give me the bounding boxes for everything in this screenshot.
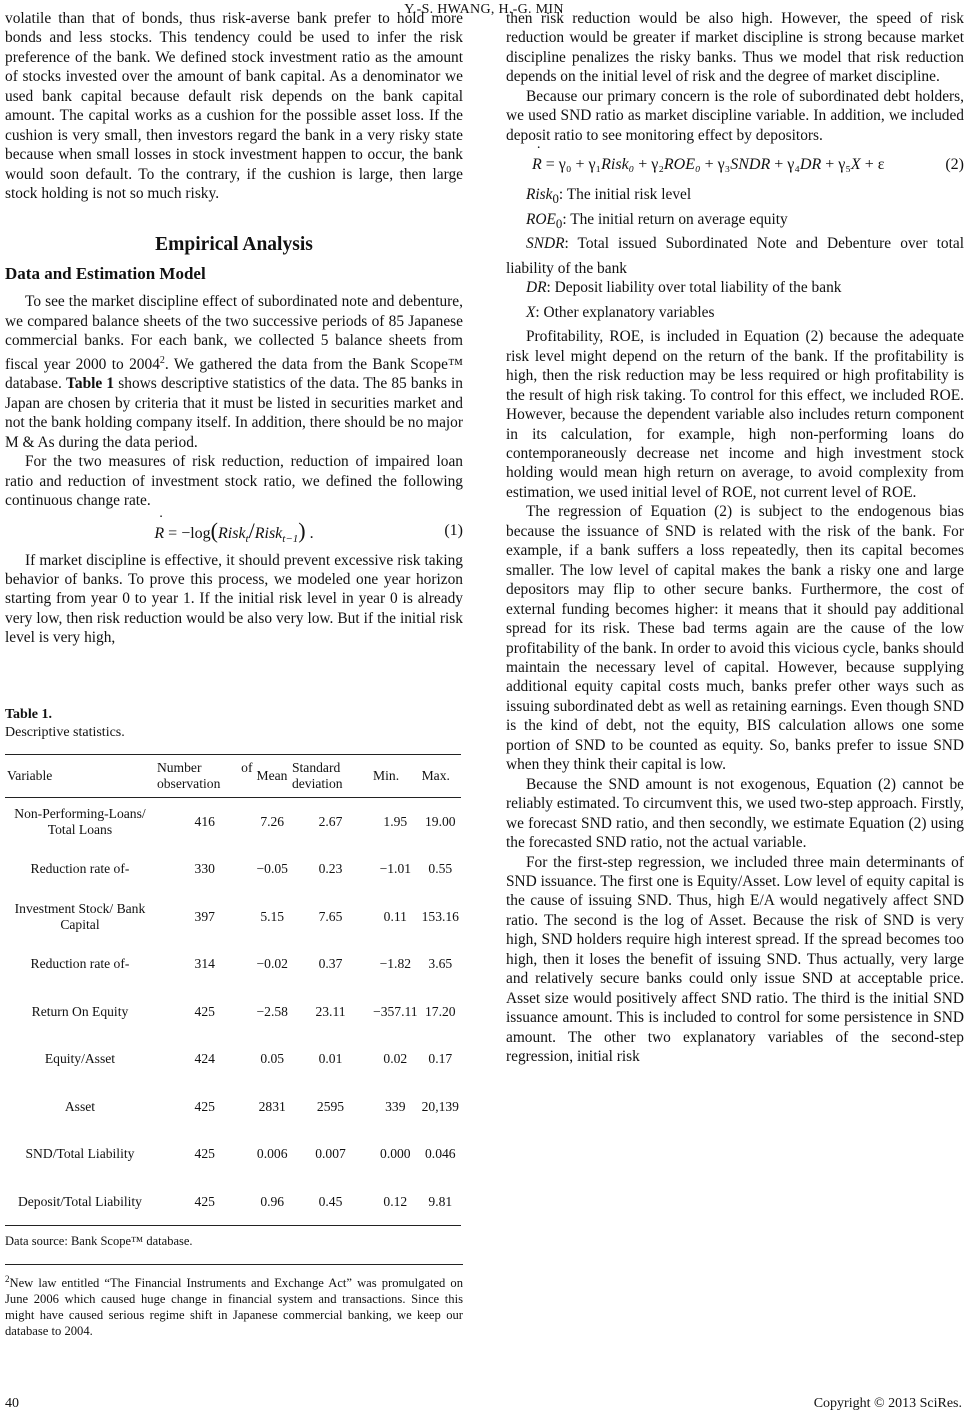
- table-cell: Reduction rate of-: [30, 861, 130, 877]
- subsection-title: Data and Estimation Model: [5, 263, 206, 283]
- table-cell: 425: [194, 1003, 215, 1019]
- table-cell: SND/Total Liability: [25, 1146, 135, 1162]
- table-row: [5, 988, 461, 1036]
- paragraph: If market discipline is effective, it should prevent excessive risk taking behavior of banks. To prove this process, we modeled one year horizon starting from year 0 to year 1. If the initial risk level in year 0 is already very low, then risk reduction would be also very low. But if the initial risk level is very high,: [5, 551, 463, 647]
- table-cell: 0.000: [380, 1146, 411, 1162]
- table-cell: Equity/Asset: [44, 1051, 116, 1067]
- table-cell: 19.00: [425, 813, 456, 829]
- table-caption: Table 1. Descriptive statistics.: [5, 706, 125, 740]
- table-cell: 17.20: [425, 1003, 456, 1019]
- table-cell: Return On Equity: [31, 1003, 129, 1019]
- table-cell: 0.11: [383, 908, 407, 924]
- table-cell: 0.007: [315, 1146, 346, 1162]
- table-cell: Reduction rate of-: [30, 956, 130, 972]
- table-cell: 0.96: [254, 1178, 289, 1226]
- variable-definition: SNDR: Total issued Subordinated Note and Debenture over total liability of the bank: [506, 235, 964, 277]
- table-row: [5, 797, 461, 845]
- table-cell: 0.05: [260, 1051, 285, 1067]
- table-cell: 2595: [316, 1098, 345, 1114]
- descriptive-statistics-table: [5, 754, 461, 1227]
- table-cell: Deposit/Total Liability: [5, 1178, 155, 1226]
- paragraph: Because the SND amount is not exogenous, Equation (2) cannot be reliably estimated. To circumvent this, we used two-step approach. Firstly, we forecast SND ratio, and then secondly, we estimate Equation (2) using the forecasted SND ratio, not the actual variable.: [506, 775, 964, 852]
- table-cell: 0.01: [318, 1051, 343, 1067]
- table-cell: 0.45: [290, 1178, 371, 1226]
- paragraph: Profitability, ROE, is included in Equation (2) because the adequate risk level might depend on the return of the bank. If the profitability is high, then the risk reduction may be less required or high profitability is the result of high risk taking. To control for this effect, we included ROE. However, because the dependent variable also includes return component in its calculation, for example, high non-performing loans do contemporaneously decrease net income and high investment stock holding would mean high return on average, to avoid complexity from estimation, we used initial level of ROE, not current level of ROE.: [506, 328, 964, 501]
- table-cell: 7.65: [318, 908, 343, 924]
- variable-definitions: [506, 185, 964, 327]
- table-cell: −2.58: [256, 1003, 288, 1019]
- variable-definition: X: Other explanatory variables: [526, 303, 715, 321]
- table-cell: 0.006: [256, 1146, 288, 1162]
- table-cell: 3.65: [428, 956, 453, 972]
- table-cell: 0.17: [428, 1051, 453, 1067]
- table-cell: 0.02: [383, 1051, 408, 1067]
- column-header: Number of observation: [155, 754, 255, 797]
- table-cell: 424: [194, 1051, 215, 1067]
- table-cell: 397: [194, 908, 215, 924]
- table-cell: Non-Performing-Loans/ Total Loans: [14, 805, 146, 837]
- table-cell: 23.11: [315, 1003, 346, 1019]
- paragraph: Because our primary concern is the role of subordinated debt holders, we used SND ratio as market discipline variable. In addition, we included deposit ratio to see monitoring effect by depositors.: [506, 87, 964, 144]
- column-header: Min.: [371, 754, 420, 797]
- table-cell: 153.16: [421, 908, 459, 924]
- table-cell: 7.26: [260, 813, 285, 829]
- table-cell: 0.37: [318, 956, 343, 972]
- table-cell: 0.55: [428, 861, 453, 877]
- table-cell: 330: [194, 861, 215, 877]
- paragraph: then risk reduction would be also high. However, the speed of risk reduction would be greater if market discipline is strong because market discipline penalizes the risky banks. Thus we model that risk reduction depends on the initial level of risk and the degree of market discipline.: [506, 10, 964, 86]
- table-cell: −1.82: [379, 956, 412, 972]
- table-cell: 0.23: [318, 861, 343, 877]
- equation-2: ˙ R = γ₀ + γ₁Risk₀ + γ₂ROE₀ + γ₃SNDR + γ₄DR + γ₅X + ε (2): [506, 145, 964, 185]
- equation-number: (1): [444, 521, 463, 539]
- table-row: [5, 893, 461, 941]
- table-row: [5, 1178, 461, 1226]
- page-number: 40: [5, 1396, 19, 1411]
- table-cell: Asset: [64, 1098, 96, 1114]
- column-header: Variable: [5, 754, 155, 797]
- running-head: Y.-S. HWANG, H.-G. MIN: [404, 2, 564, 17]
- footnote-ref: 2: [159, 354, 165, 366]
- paragraph: For the first-step regression, we included three main determinants of SND issuance. The first one is Equity/Asset. Low level of equity capital is the cause of issuing SND. Thus, high E/A would negatively affect SND ratio. The second is the log of Asset. Because the risk of SND is very high, SND holders require high interest spread. If the spread becomes too high, then it loses the benefit of issuing SND. Thus actually, very large and relatively secure banks could only issue SND at acceptable price. Asset size would positively affect SND ratio. The third is the initial SND issuance amount. This is included to control for some persistence in SND amount. The other two explanatory variables of the second-step regression, initial risk: [506, 853, 964, 1066]
- equation-number: (2): [945, 156, 964, 174]
- table-cell: −0.02: [256, 956, 288, 972]
- table-ref: Table 1: [66, 375, 115, 393]
- table-source: Data source: Bank Scope™ database.: [5, 1234, 193, 1249]
- paragraph: To see the market discipline effect of subordinated note and debenture, we compared balance sheets of the two successive periods of 85 Japanese commercial banks. For each bank, we collected 5 balance sheets from fiscal year 2000 to 2004$^2$. We gathered the data from the Bank Scope™ database. Table 1 shows descriptive statistics of the data. The 85 banks in Japan are chosen by criteria that it must be listed in securities market and not the bank holding company itself. In addition, there should be no major M & As during the data period.: [5, 293, 463, 451]
- table-cell: 425: [194, 1146, 215, 1162]
- paragraph: The regression of Equation (2) is subject to the endogenous bias because the issuance of SND is related with the risk of the bank. For example, if a bank suffers a loss repeatedly, then its capital becomes smaller. The low level of capital makes the bank a risky one and large depositors may flip to other secure banks. Furthermore, the cost of external funding becomes higher: it means that it should pay additional spread for its risk. These bad terms again are the cause of the low profitability of the bank. In order to avoid this vicious cycle, banks should maintain the necessary level of capital. However, because supplying additional equity capital costs much, banks prefer other ways such as issuing subordinated debt as well as retaining earnings. Even though SND is the kind of debt, not the equity, BIS calculation allows one some portion of SND to be counted as equity. So, banks prefer to issue SND when they think their capital is low.: [506, 503, 964, 774]
- table-cell: 416: [194, 813, 215, 829]
- table-cell: −0.05: [256, 861, 288, 877]
- table-cell: −357.11: [373, 1003, 418, 1019]
- variable-definition: Risk$_0$: The initial risk level: [526, 186, 692, 207]
- table-cell: 0.046: [425, 1146, 456, 1162]
- table-cell: 2831: [258, 1098, 286, 1114]
- table-cell: 0.12: [371, 1178, 420, 1226]
- paragraph: For the two measures of risk reduction, reduction of impaired loan ratio and reduction of investment stock ratio, we defined the following continuous change rate.: [5, 453, 463, 510]
- left-column: [5, 9, 463, 1339]
- table-cell: 5.15: [260, 908, 285, 924]
- column-header: Max.: [420, 754, 461, 797]
- table-cell: 9.81: [420, 1178, 461, 1226]
- table-row: [5, 1035, 461, 1083]
- copyright: Copyright © 2013 SciRes.: [813, 1396, 962, 1411]
- right-column: [506, 9, 964, 1067]
- table-row: [5, 1083, 461, 1131]
- column-header: Standard deviation: [290, 754, 371, 797]
- column-header: Mean: [254, 754, 289, 797]
- equation-1: ˙ R = −log(Risk$_t$/Risk$_{t-1}$) . (1): [5, 511, 463, 551]
- variable-definition: $ROE_0$: The initial return on average equity: [526, 210, 788, 231]
- table-row: [5, 940, 461, 988]
- table-cell: 425: [155, 1178, 255, 1226]
- table-cell: 425: [194, 1098, 215, 1114]
- table-cell: 1.95: [383, 813, 408, 829]
- table-row: [5, 1130, 461, 1178]
- table-cell: 339: [385, 1098, 406, 1114]
- table-cell: 20,139: [421, 1098, 459, 1114]
- paragraph: volatile than that of bonds, thus risk-averse bank prefer to hold more bonds and less stocks. This tendency could be used to infer the risk preference of the bank. We defined stock investment ratio as the amount of stocks invested over the amount of bank capital. As a denominator we used bank capital because default risk depends on the bank capital amount. The capital works as a cushion for the possible asset loss. If the cushion is very small, then investors regard the bank in a very risky state because when small losses in stock investment happen to occur, the bank would soon default. To the contrary, if the cushion is large, then large stock holding is not so much risky.: [5, 10, 463, 203]
- table-cell: 2.67: [318, 813, 343, 829]
- section-title: Empirical Analysis: [155, 233, 313, 255]
- table-cell: −1.01: [379, 861, 412, 877]
- table-row: [5, 845, 461, 893]
- variable-definition: DR: Deposit liability over total liability of the bank: [526, 279, 842, 297]
- table-cell: Investment Stock/ Bank Capital: [14, 900, 146, 932]
- footnote: $^2$New law entitled “The Financial Instruments and Exchange Act” was promulgated on June 2006 which caused huge change in financial system and transactions. Since this might have caused serious regime shift in Japanese commercial banking, we keep our database to 2004.: [5, 1264, 463, 1339]
- table-cell: 314: [194, 956, 215, 972]
